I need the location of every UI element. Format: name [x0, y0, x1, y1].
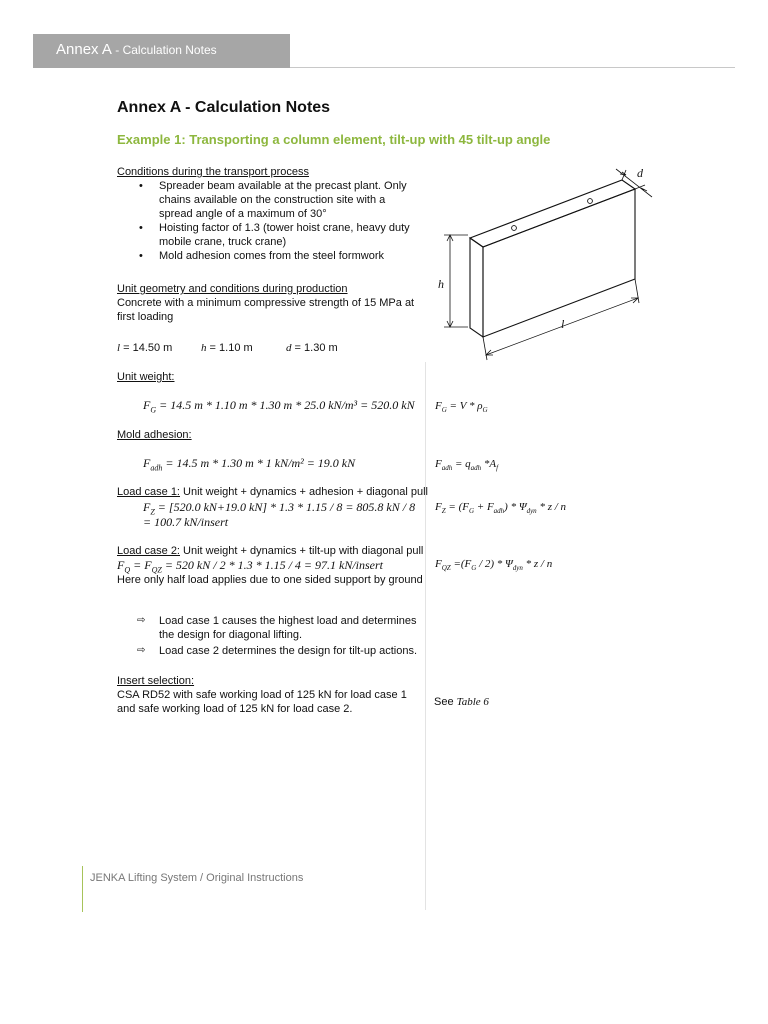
- condition-item: • Hoisting factor of 1.3 (tower hoist crane, heavy duty mobile crane, truck crane): [117, 221, 417, 249]
- diagram-label-l: l: [561, 317, 565, 331]
- mold-adhesion-formula: $F_{adh} = q_{adh}$ $*A_f$: [435, 458, 499, 473]
- conditions-heading: Conditions during the transport process: [117, 166, 309, 178]
- load-case-1-formula: $F_Z = (F_G + F_{adh}) * \Psi_{dyn} * z / n$: [435, 501, 567, 516]
- load-case-2-note: Here only half load applies due to one sided support by ground: [117, 574, 423, 586]
- footer-text: JENKA Lifting System / Original Instructions: [90, 872, 304, 884]
- load-case-1-result: = 100.7 kN/insert: [143, 515, 229, 529]
- load-case-1-calc: $F_Z = [520.0$ kN+19.0 kN] * 1.3 * 1.15 / 8 = 805.8 kN / 8: [143, 500, 416, 517]
- conditions-list: [117, 179, 417, 263]
- slab-diagram: [430, 160, 660, 370]
- mold-adhesion-heading: Mold adhesion:: [117, 429, 192, 441]
- page-title: Annex A - Calculation Notes: [117, 99, 331, 116]
- conclusions-list: [137, 614, 422, 660]
- header-title: Annex A - Calculation Notes: [56, 41, 217, 58]
- mold-adhesion-calc: $F_{adh} = 14.5$ m * 1.30 m * 1 kN/m² = 19.0 kN: [143, 456, 356, 473]
- footer-accent: [82, 866, 83, 912]
- column-divider: [425, 362, 426, 910]
- insert-selection-text: CSA RD52 with safe working load of 125 kN for load case 1 and safe working load of 125 kN for load case 2.: [117, 689, 407, 715]
- diagram-label-d: d: [637, 166, 643, 180]
- slab-end-face: [470, 238, 483, 337]
- table-reference: See Table 6: [434, 696, 489, 708]
- load-case-1-heading: Load case 1: Unit weight + dynamics + adhesion + diagonal pull: [117, 486, 428, 498]
- load-case-2-formula: $F_{QZ} =(F_G / 2) * \Psi_{dyn} * z / n$: [435, 558, 553, 573]
- dimension-l: l = 14.50 m: [117, 342, 173, 354]
- load-case-2-heading: Load case 2: Unit weight + dynamics + tilt-up with diagonal pull: [117, 545, 424, 557]
- slab-top-face: [470, 180, 635, 247]
- unit-weight-heading: Unit weight:: [117, 371, 175, 383]
- lifting-anchor: [512, 226, 517, 231]
- geometry-text: Concrete with a minimum compressive strength of 15 MPa at first loading: [117, 297, 415, 323]
- dimension-d: d = 1.30 m: [286, 342, 338, 354]
- condition-item: • Spreader beam available at the precast plant. Only chains available on the construction site with a spread angle of a maximum of 30°: [117, 179, 417, 221]
- diagram-label-h: h: [438, 277, 444, 291]
- header-rule: [290, 67, 735, 68]
- slab-outline: [470, 180, 635, 337]
- load-case-2-calc: $F_Q = F_{QZ} = 520$ kN / 2 * 1.3 * 1.15 / 4 = 97.1 kN/insert: [117, 558, 384, 575]
- insert-selection-heading: Insert selection:: [117, 675, 195, 687]
- dimension-h: h = 1.10 m: [201, 342, 253, 354]
- geometry-heading: Unit geometry and conditions during production: [117, 283, 348, 295]
- lifting-anchor: [588, 199, 593, 204]
- example-title: Example 1: Transporting a column element, tilt-up with 45 tilt-up angle: [117, 132, 551, 147]
- unit-weight-formula: $F_G = V * \rho_G$: [435, 400, 488, 415]
- condition-item: • Mold adhesion comes from the steel formwork: [117, 249, 417, 263]
- slab-front-face: [483, 189, 635, 337]
- conclusion-item: ⇨ Load case 1 causes the highest load and determines the design for diagonal lifting.: [137, 614, 422, 642]
- conclusion-item: ⇨ Load case 2 determines the design for tilt-up actions.: [137, 644, 422, 658]
- unit-weight-calc: $F_G = 14.5$ m * 1.10 m * 1.30 m * 25.0 kN/m³ = 520.0 kN: [143, 398, 415, 415]
